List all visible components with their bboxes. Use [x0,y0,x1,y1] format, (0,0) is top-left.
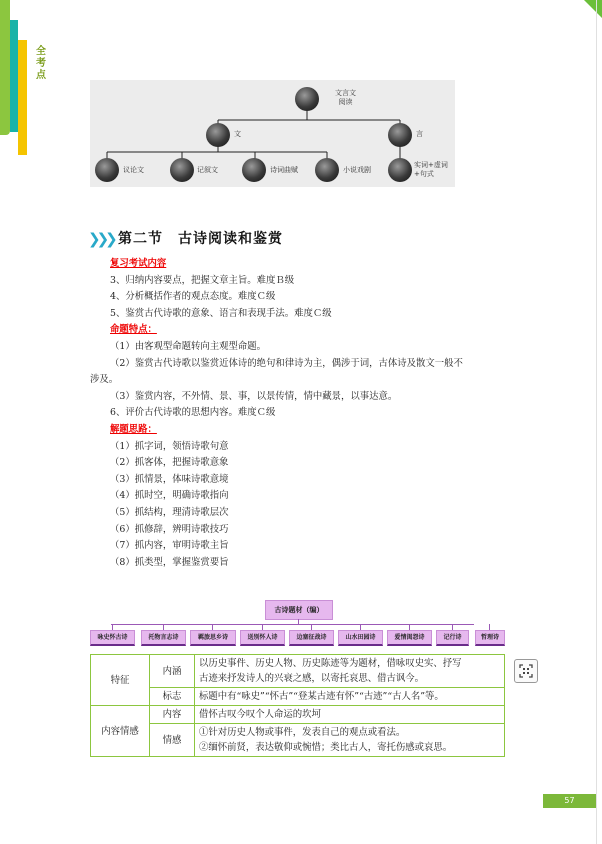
text-line: 6、评价古代诗歌的思想内容。难度Ｃ级 [110,407,276,419]
mindmap-leaf-label: 诗词曲赋 [270,166,298,174]
table-text-cell: 标题中有“咏史”“怀古”“登某古迹有怀”“古迹”“古人名”等。 [195,688,505,706]
text-line: 5、鉴赏古代诗歌的意象、语言和表现手法。难度Ｃ级 [110,307,332,319]
mindmap-diagram [90,80,455,187]
mindmap-wen-node [206,123,230,147]
mindmap-leaf-node [95,158,119,182]
category-connector [111,624,474,625]
section-heading: 复习考试内容 [110,258,167,269]
text-line: （3）鉴赏内容，不外情、景、事，以景传情，情中藏景，以事达意。 [110,390,398,402]
table-label-cell: 内容 [150,706,195,724]
table-row [91,655,505,688]
section-title: 第二节 古诗阅读和鉴赏 [118,231,283,247]
category-connector [311,624,312,630]
table-text-cell: ①针对历史人物或事件，发表自己的观点或看法。 ②缅怀前贤，表达敬仰或惋惜；类比古人，寄托伤感或哀思。 [195,724,505,757]
table-row [91,688,505,706]
mindmap-wen-label: 文 [234,130,241,138]
category-connector [262,624,263,630]
mindmap-root-label: 文言文 阅读 [335,89,356,106]
page-corner-fold [584,0,602,18]
text-line: （1）由客观型命题转向主观型命题。 [110,341,266,352]
text-line: （8）抓类型，掌握鉴赏要旨 [110,556,229,568]
mindmap-leaf-node [170,158,194,182]
mindmap-leaf-label: 小说戏剧 [343,166,371,174]
table-label-cell: 内涵 [150,655,195,688]
text-line: 4、分析概括作者的观点态度。难度Ｃ级 [110,291,276,303]
left-green-bar [0,0,10,135]
poetry-feature-table [90,654,505,757]
mindmap-leaf-node [315,158,339,182]
mindmap-yan-leaf-label: 实词+虚词 +句式 [414,161,448,178]
left-teal-bar [10,20,18,132]
section-arrows-icon: ❯❯❯ [88,230,114,248]
table-text-cell: 借怀古叹今叹个人命运的坎坷 [195,706,505,724]
text-line: （1）抓字词，领悟诗歌句意 [110,440,229,452]
text-line: （5）抓结构，理清诗歌层次 [110,507,229,518]
category-box: 哲理诗 [475,630,505,646]
mindmap-leaf-node [388,158,412,182]
category-box: 咏史怀古诗 [90,630,135,646]
mindmap-leaf-node [242,158,266,182]
category-box: 山水田园诗 [338,630,383,646]
side-label: 全 考 点 [36,46,46,81]
category-box: 羁旅思乡诗 [190,630,236,646]
table-row [91,706,505,724]
category-box: 爱情闺怨诗 [387,630,432,646]
mindmap-root-node [295,87,319,111]
table-row [91,724,505,757]
mindmap-yan-node [388,123,412,147]
section-heading: 命题特点： [110,324,157,336]
poetry-category-title: 古诗题材（编） [265,600,333,620]
table-text-cell: 以历史事件、历史人物、历史陈迹等为题材，借咏叹史实、抒写 古迹来抒发诗人的兴衰之感，以寄托哀思、借古讽今。 [195,655,505,688]
text-line: （7）抓内容，审明诗歌主旨 [110,540,229,552]
category-box: 边塞征战诗 [289,630,334,646]
mindmap-leaf-label: 议论文 [123,166,144,174]
category-connector [489,624,490,630]
text-line: （6）抓修辞，辨明诗歌技巧 [110,523,229,535]
table-group-cell: 内容情感 [91,706,150,757]
right-edge-line [596,0,597,844]
text-line: （3）抓情景，体味诗歌意境 [110,473,229,485]
left-yellow-bar [18,40,27,155]
table-label-cell: 标志 [150,688,195,706]
section-heading: 解题思路： [110,424,157,435]
category-connector [360,624,361,630]
text-line: （4）抓时空，明确诗歌指向 [110,490,229,502]
category-connector [112,624,113,630]
text-line: （2）鉴赏古代诗歌以鉴赏近体诗的绝句和律诗为主，偶涉于词，古体诗及散文一般不 [110,357,463,369]
page-number: 57 [543,794,596,808]
table-group-cell: 特征 [91,655,150,706]
text-line: （2）抓客体，把握诗歌意象 [110,457,229,469]
category-box: 记行诗 [436,630,469,646]
category-connector [212,624,213,630]
category-box: 送别怀人诗 [240,630,285,646]
category-connector [163,624,164,630]
mindmap-yan-label: 言 [416,130,423,138]
category-connector [409,624,410,630]
category-connector [452,624,453,630]
text-line: 3、归纳内容要点，把握文章主旨。难度Ｂ级 [110,274,295,286]
table-label-cell: 情感 [150,724,195,757]
text-line: 涉及。 [90,374,119,386]
mindmap-leaf-label: 记叙文 [197,166,218,174]
category-box: 托物言志诗 [141,630,186,646]
qr-expand-icon[interactable] [514,659,538,683]
